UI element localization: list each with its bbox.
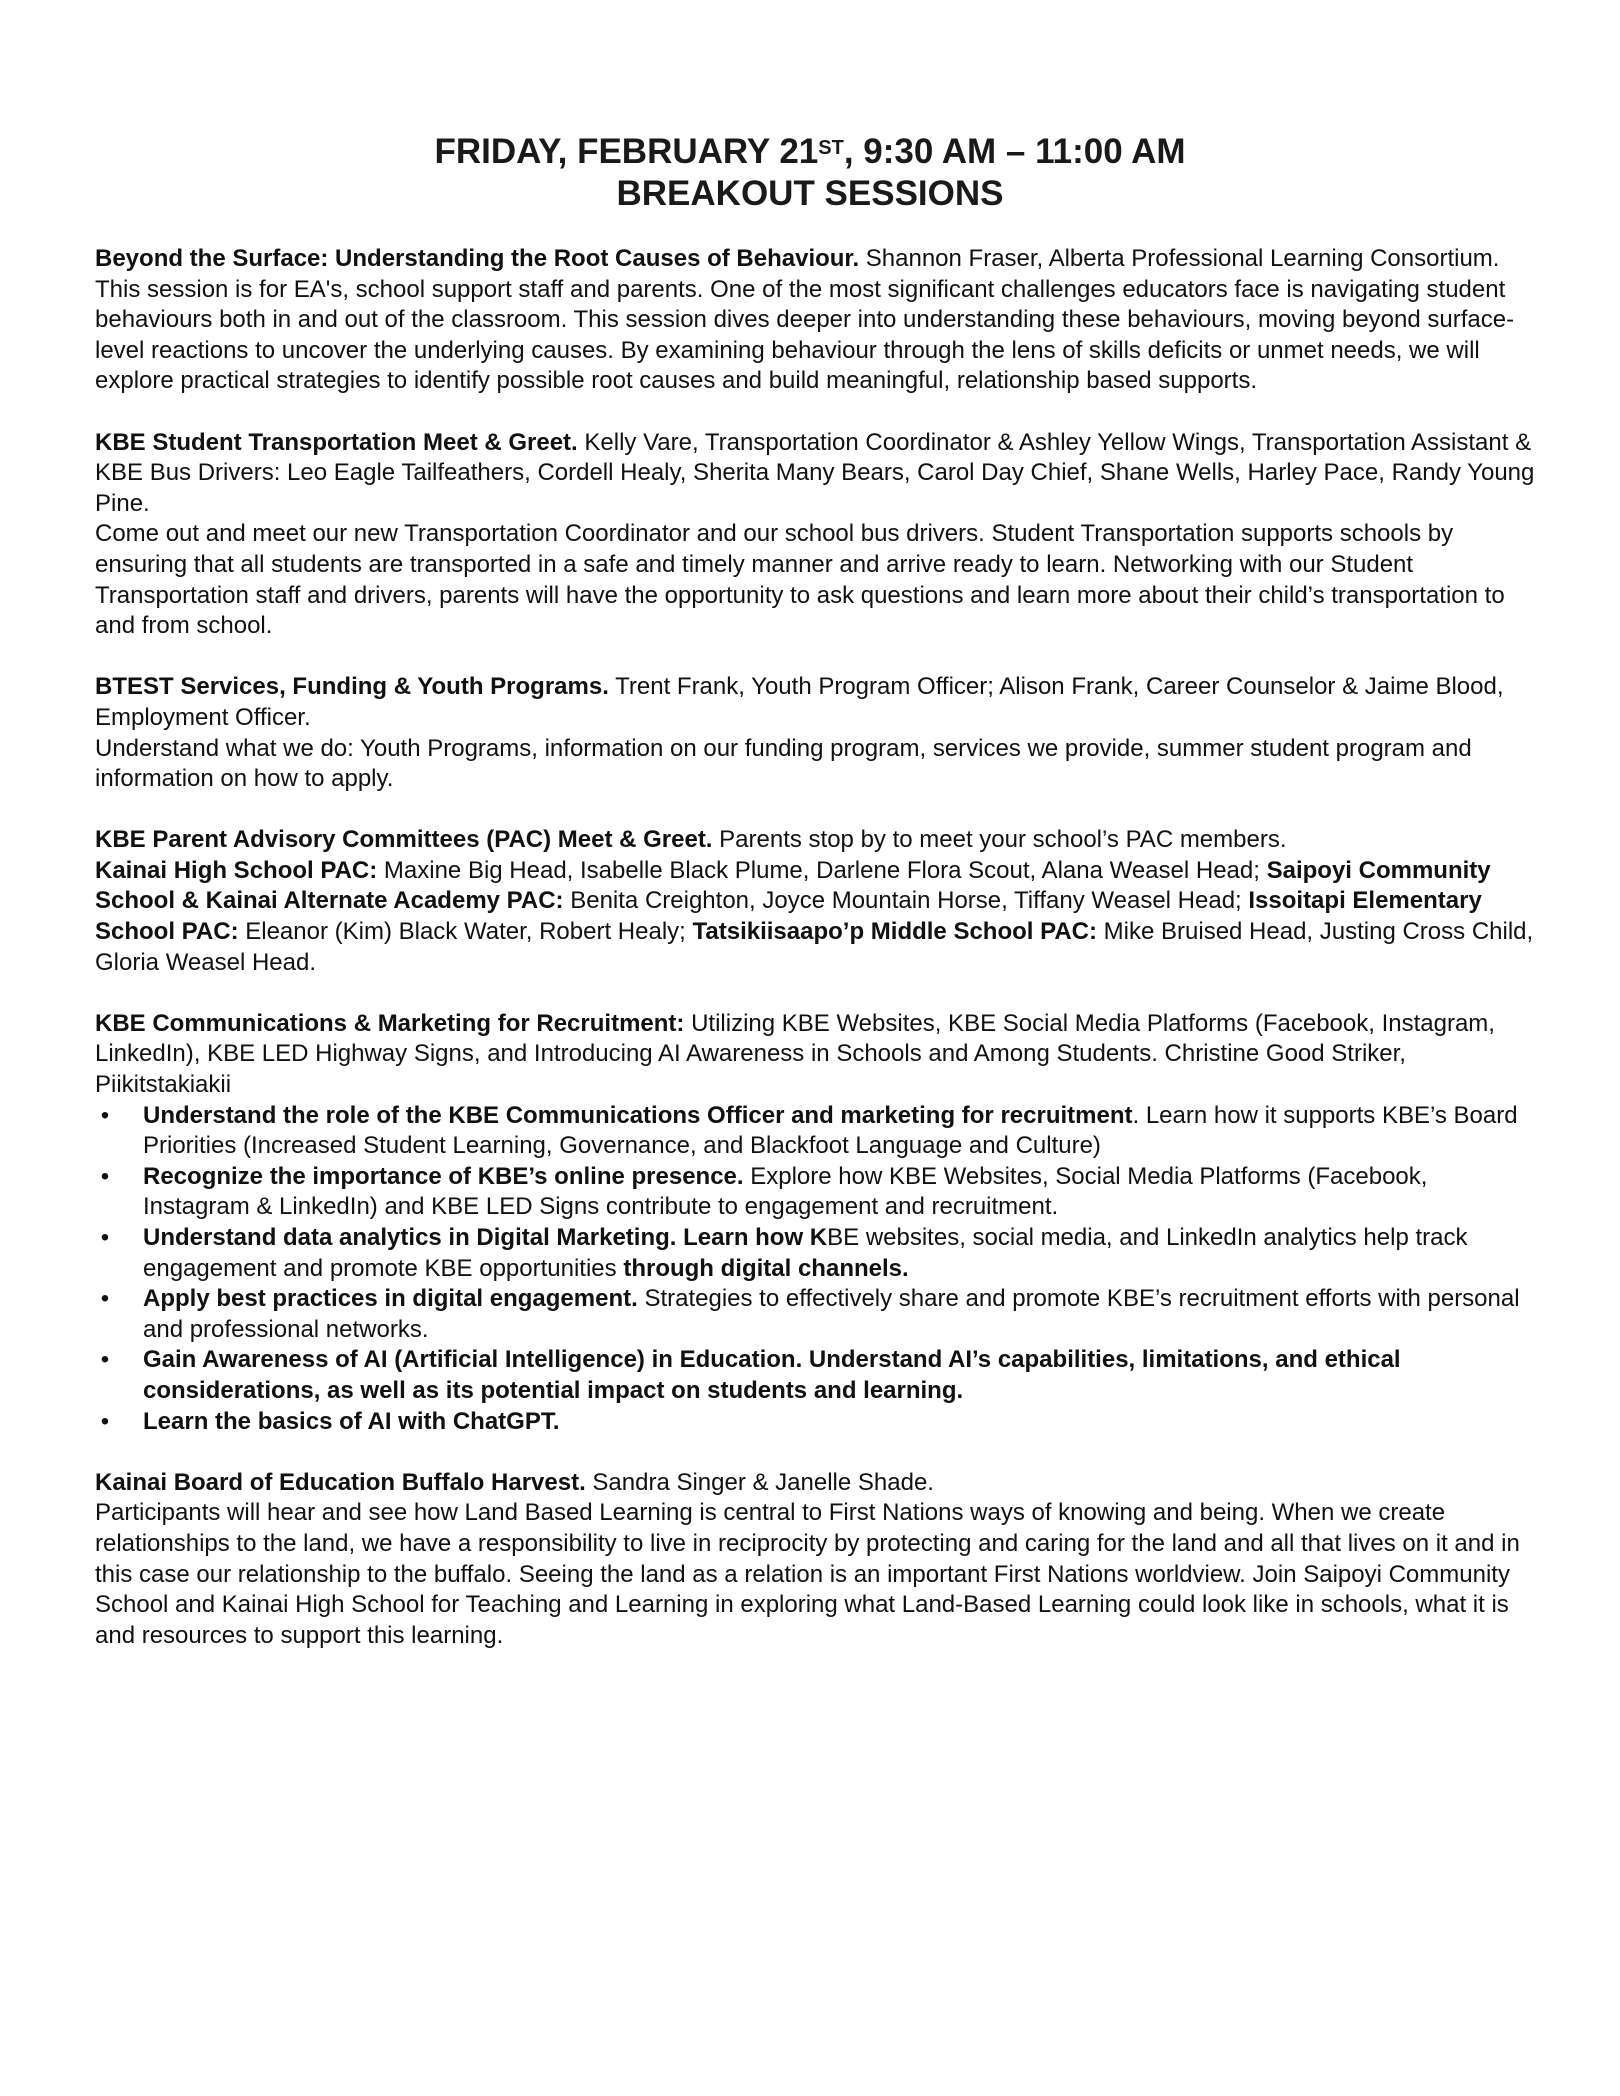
session-title: Beyond the Surface: Understanding the Root Causes of Behaviour.	[95, 245, 860, 272]
bullet-icon: •	[100, 1224, 110, 1251]
title-text: FRIDAY, FEBRUARY 21	[434, 132, 819, 171]
session-heading	[95, 1468, 1535, 1499]
pac-label: Tatsikiisaapo’p Middle School PAC:	[692, 918, 1097, 946]
list-item	[95, 1223, 1535, 1284]
item-text: Explore how KBE Websites, Social Media Platforms (Facebook, Instagram & LinkedIn) and KBE LED Signs contribute to engagement and recruitment.	[143, 1162, 1428, 1221]
session-heading	[95, 244, 1535, 275]
pac-label: Kainai High School PAC:	[95, 856, 378, 884]
page-title	[0, 131, 1620, 173]
item-text: BE websites, social media, and LinkedIn analytics help track engagement and promote KBE opportunities	[143, 1224, 1468, 1282]
session-presenter: Kelly Vare, Transportation Coordinator & Ashley Yellow Wings, Transportation Assistant & KBE Bus Drivers: Leo Eagle Tailfeathers, Cordell Healy, Sherita Many Bears, Carol Day Chief, Shane Wells, Harley Pace, Randy Young Pine.	[95, 428, 1535, 517]
pac-members: Benita Creighton, Joyce Mountain Horse, Tiffany Weasel Head;	[563, 887, 1249, 915]
session-description: Understand what we do: Youth Programs, information on our funding program, services we provide, summer student program and information on how to apply.	[95, 734, 1472, 793]
session-presenter: Shannon Fraser, Alberta Professional Learning Consortium.	[859, 245, 1500, 272]
item-text: Strategies to effectively share and promote KBE’s recruitment efforts with personal and professional networks.	[143, 1285, 1520, 1343]
session-heading	[95, 825, 1535, 856]
session-description: Come out and meet our new Transportation Coordinator and our school bus drivers. Student Transportation supports schools by ensuring that all students are transported in a safe and timely manner and arrive ready to learn. Networking with our Student Transportation staff and drivers, parents will have the opportunity to ask questions and learn more about their child’s transportation to and from school.	[95, 520, 1505, 640]
list-item	[95, 1101, 1535, 1162]
item-bold: through digital channels.	[623, 1254, 909, 1282]
list-item	[95, 1284, 1535, 1345]
bullet-icon: •	[100, 1407, 110, 1435]
session-communications	[95, 1009, 1535, 1437]
session-description: This session is for EA's, school support staff and parents. One of the most significant challenges educators face is navigating student behaviours both in and out of the classroom. This session dives deeper into understanding these behaviours, moving beyond surface-level reactions to uncover the underlying causes. By examining behaviour through the lens of skills deficits or unmet needs, we will explore practical strategies to identify possible root causes and build meaningful, relationship based supports.	[95, 275, 1515, 395]
item-bold: Gain Awareness of AI (Artificial Intelligence) in Education. Understand AI’s capabilities, limitations, and ethical considerations, as well as its potential impact on students and learning.	[143, 1346, 1401, 1404]
bullet-list	[95, 1101, 1535, 1438]
session-title: KBE Parent Advisory Committees (PAC) Meet & Greet.	[95, 826, 713, 854]
session-description: Utilizing KBE Websites, KBE Social Media Platforms (Facebook, Instagram, LinkedIn), KBE LED Highway Signs, and Introducing AI Awareness in Schools and Among Students. Christine Good Striker, Piikitstakiakii	[95, 1009, 1495, 1099]
list-item	[95, 1162, 1535, 1223]
list-item	[95, 1407, 1535, 1438]
pac-label: Issoitapi Elementary School PAC:	[95, 887, 1482, 946]
session-description: Participants will hear and see how Land Based Learning is central to First Nations ways of knowing and being. When we create relationships to the land, we have a responsibility to live in reciprocity by protecting and caring for the land and all that lives on it and in this case our relationship to the buffalo. Seeing the land as a relation is an important First Nations worldview. Join Saipoyi Community School and Kainai High School for Teaching and Learning in exploring what Land-Based Learning could look like in schools, what it is and resources to support this learning.	[95, 1499, 1520, 1649]
session-title: KBE Student Transportation Meet & Greet.	[95, 428, 578, 456]
pac-label: Saipoyi Community School & Kainai Alternate Academy PAC:	[95, 856, 1491, 915]
bullet-icon: •	[100, 1162, 110, 1190]
title-superscript: ST	[818, 137, 844, 159]
session-heading	[95, 1009, 1535, 1101]
pac-members: Eleanor (Kim) Black Water, Robert Healy;	[238, 918, 693, 946]
item-bold: Understand the role of the KBE Communications Officer and marketing for recruitment	[143, 1101, 1133, 1129]
bullet-icon: •	[100, 1101, 110, 1129]
list-item	[95, 1345, 1535, 1406]
session-root-causes-behaviour	[95, 244, 1535, 397]
session-buffalo-harvest	[95, 1468, 1535, 1652]
session-title: Kainai Board of Education Buffalo Harvest.	[95, 1468, 586, 1496]
session-heading	[95, 428, 1535, 520]
item-bold: Understand data analytics in Digital Marketing. Learn how K	[143, 1224, 828, 1251]
pac-members: Maxine Big Head, Isabelle Black Plume, Darlene Flora Scout, Alana Weasel Head;	[377, 856, 1267, 884]
session-presenter: Sandra Singer & Janelle Shade.	[585, 1468, 934, 1496]
session-intro: Parents stop by to meet your school’s PAC members.	[712, 826, 1287, 854]
session-btest	[95, 672, 1535, 794]
pac-members-list	[95, 856, 1535, 978]
session-transportation	[95, 428, 1535, 642]
pac-members: Mike Bruised Head, Justing Cross Child, Gloria Weasel Head.	[95, 918, 1534, 976]
session-title: KBE Communications & Marketing for Recruitment:	[95, 1009, 685, 1037]
session-pac	[95, 825, 1535, 978]
bullet-icon: •	[100, 1346, 110, 1374]
page-subtitle: BREAKOUT SESSIONS	[616, 174, 1004, 213]
title-time: , 9:30 AM – 11:00 AM	[843, 132, 1186, 171]
item-bold: Apply best practices in digital engagement.	[143, 1285, 638, 1313]
item-bold: Learn the basics of AI with ChatGPT.	[143, 1407, 560, 1435]
item-bold: Recognize the importance of KBE’s online presence.	[143, 1162, 744, 1190]
sessions-list	[95, 244, 1535, 1682]
session-title: BTEST Services, Funding & Youth Programs.	[95, 673, 609, 701]
bullet-icon: •	[100, 1285, 110, 1313]
session-heading	[95, 672, 1535, 733]
session-presenter: Trent Frank, Youth Program Officer; Alison Frank, Career Counselor & Jaime Blood, Employment Officer.	[95, 673, 1504, 731]
item-text: . Learn how it supports KBE’s Board Priorities (Increased Student Learning, Governance, and Blackfoot Language and Culture)	[143, 1101, 1518, 1160]
